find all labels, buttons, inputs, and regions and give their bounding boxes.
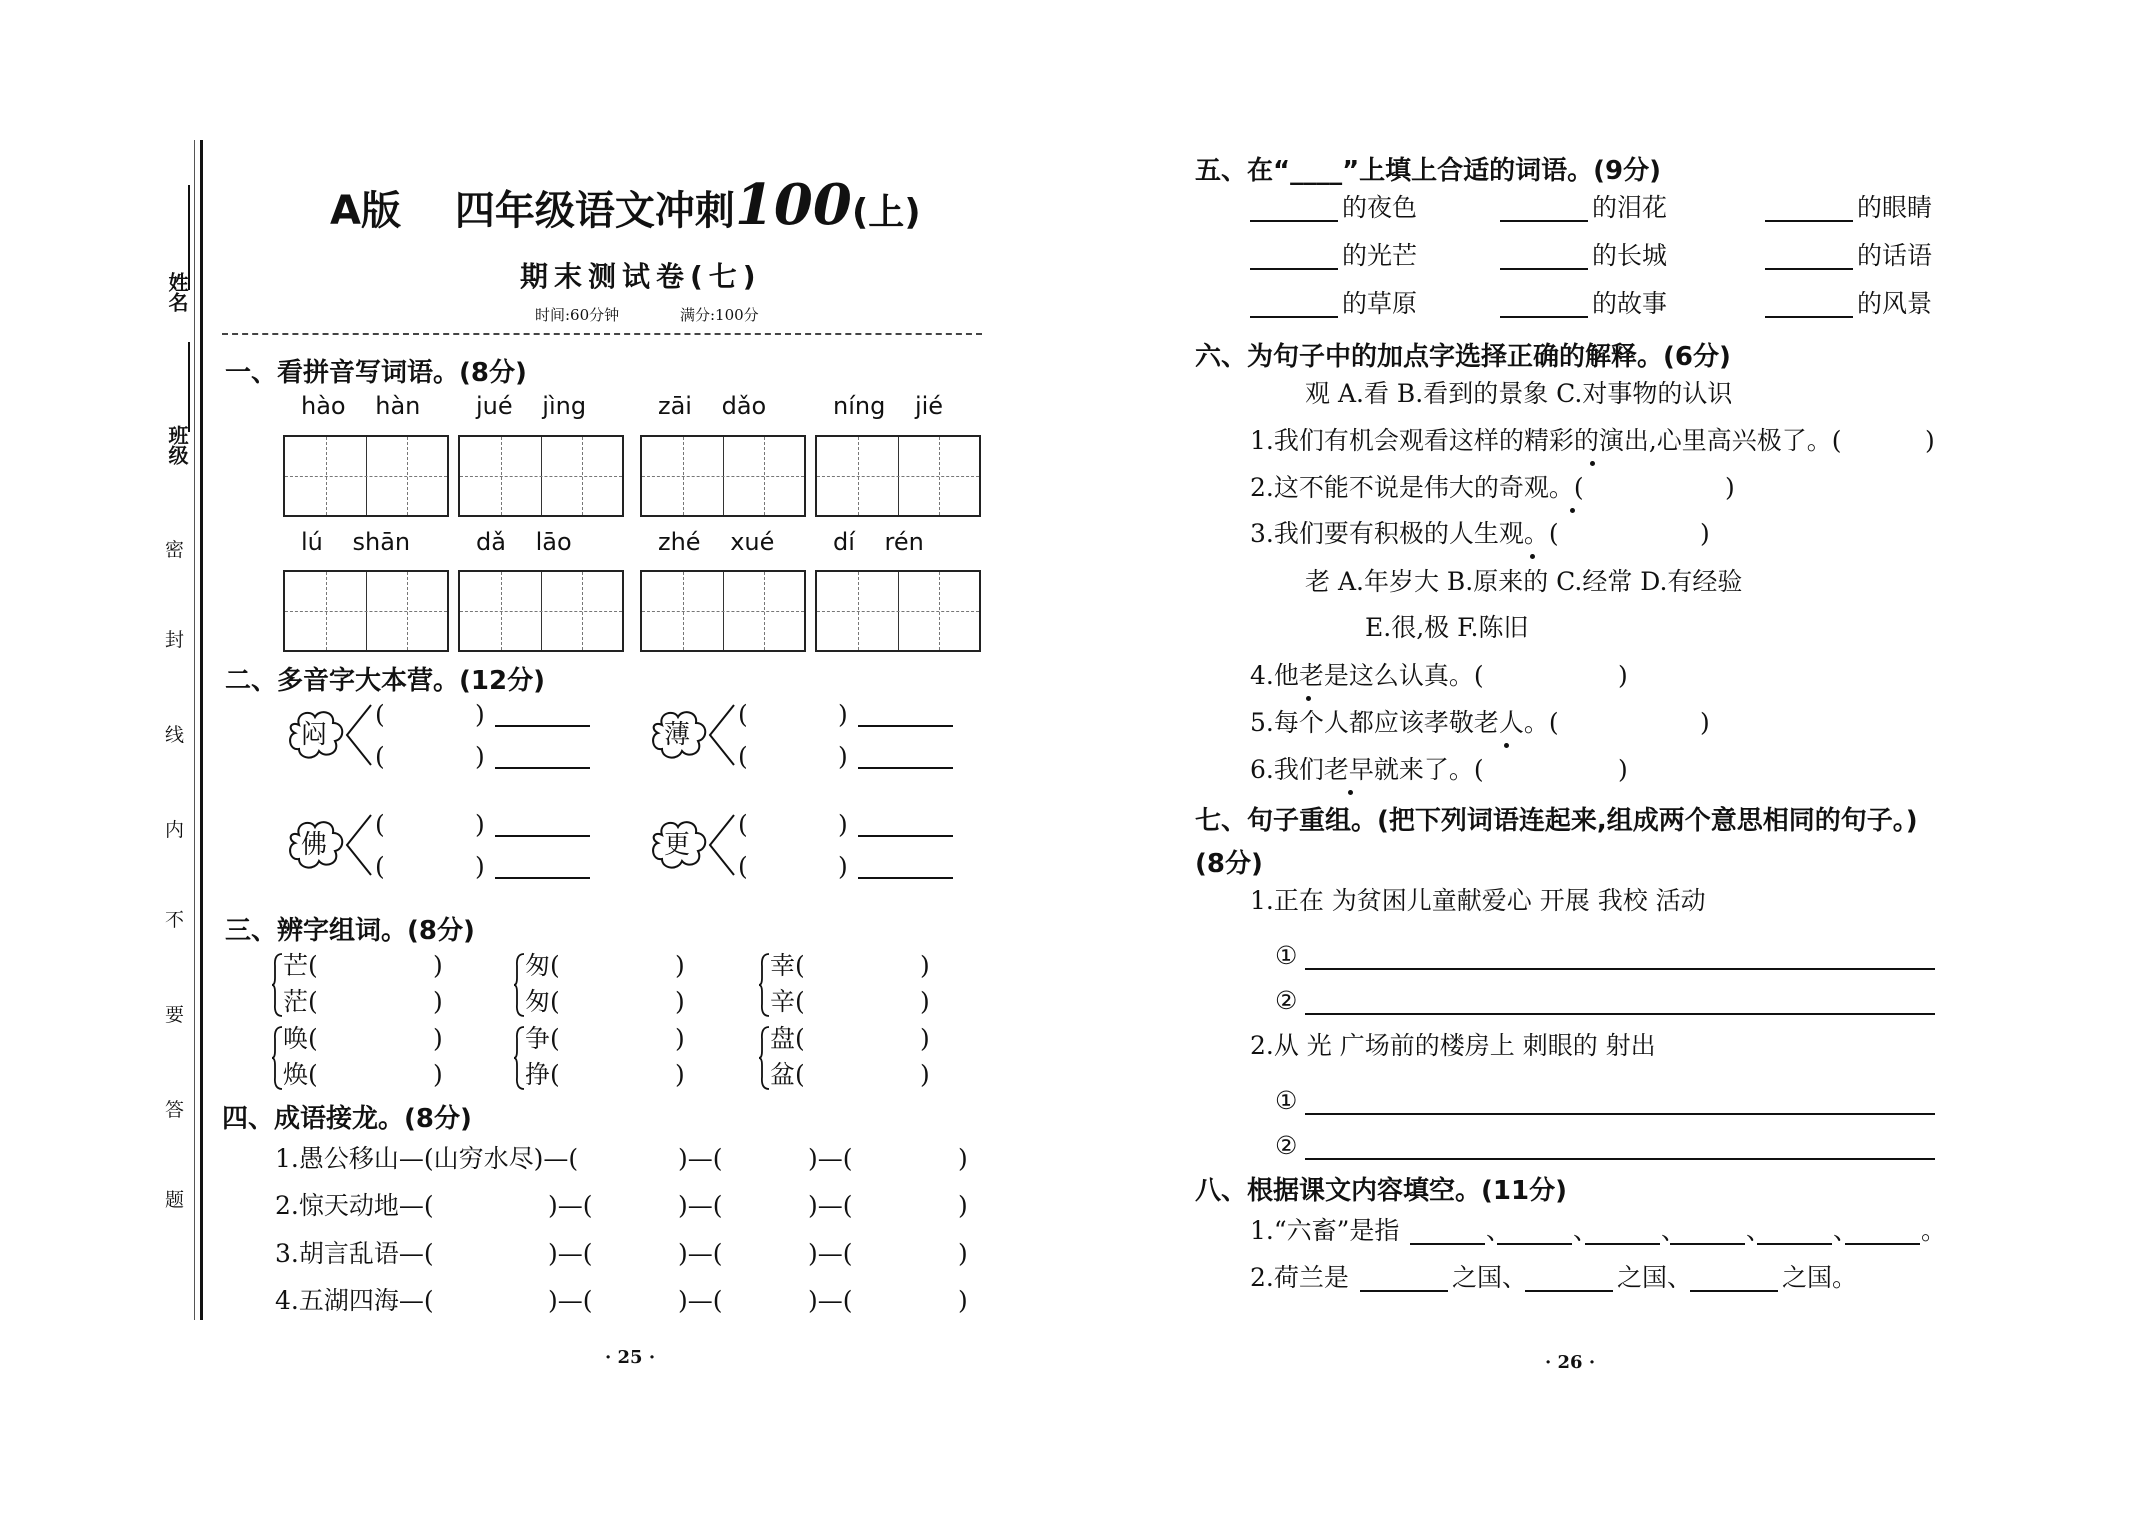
- pinyin-text: jué jìng: [476, 392, 587, 420]
- paren-close: ): [433, 1024, 443, 1053]
- pair-char: 芒(: [283, 951, 318, 980]
- suffix: 之国。: [1782, 1263, 1858, 1292]
- separator: 、: [1573, 1216, 1599, 1245]
- polyphone-char: 闷: [301, 720, 328, 750]
- paren-close: ): [1618, 755, 1628, 784]
- paren-close: ): [475, 742, 485, 771]
- answer-line[interactable]: [1305, 968, 1935, 970]
- paren-close: ): [920, 951, 930, 980]
- section-6-title: 六、为句子中的加点字选择正确的解释。(6分): [1195, 342, 1731, 372]
- idiom-link: )—(: [808, 1144, 853, 1173]
- separator: 、: [1746, 1216, 1772, 1245]
- paren-close: ): [1700, 519, 1710, 548]
- paren-open: (: [375, 810, 385, 839]
- seal-char: 答: [165, 1099, 185, 1121]
- answer-line[interactable]: [495, 725, 590, 727]
- paren-close: ): [433, 951, 443, 980]
- paren-close: ): [675, 1024, 685, 1053]
- emphasis-dot: [1570, 508, 1575, 513]
- section-1-title: 一、看拼音写词语。(8分): [225, 358, 527, 388]
- answer-line[interactable]: [1500, 316, 1588, 318]
- subtitle: 期末测试卷(七): [520, 260, 762, 293]
- question: 3.我们要有积极的人生观。(: [1250, 519, 1559, 548]
- seal-char: 题: [165, 1189, 185, 1211]
- section-8-title: 八、根据课文内容填空。(11分): [1195, 1176, 1567, 1206]
- pair-char: 挣(: [525, 1060, 560, 1089]
- emphasis-dot: [1530, 554, 1535, 559]
- answer-line[interactable]: [1305, 1113, 1935, 1115]
- guide-h: [642, 476, 804, 477]
- brace-icon: [758, 952, 770, 1018]
- polyphone-char: 薄: [664, 720, 691, 750]
- pinyin-text: zhé xué: [658, 528, 775, 556]
- phrase-suffix: 的风景: [1857, 289, 1933, 318]
- title-main: 四年级语文冲刺: [454, 188, 735, 234]
- answer-line[interactable]: [858, 877, 953, 879]
- pair-char: 辛(: [770, 987, 805, 1016]
- writing-box[interactable]: [458, 435, 624, 517]
- paren-close: ): [958, 1144, 968, 1173]
- bracket-icon: [343, 813, 373, 877]
- seal-char: 线: [165, 724, 185, 746]
- writing-box[interactable]: [815, 570, 981, 652]
- answer-line[interactable]: [1500, 268, 1588, 270]
- paren-close: ): [958, 1191, 968, 1220]
- idiom-link: )—(: [808, 1286, 853, 1315]
- paren-close: ): [920, 1060, 930, 1089]
- binding-line-thin: [194, 140, 195, 1320]
- page-number-right: · 26 ·: [1545, 1352, 1596, 1373]
- writing-box[interactable]: [640, 570, 806, 652]
- section-4-title: 四、成语接龙。(8分): [222, 1104, 472, 1134]
- emphasis-dot: [1590, 461, 1595, 466]
- writing-box[interactable]: [640, 435, 806, 517]
- idiom-link: )—(: [808, 1239, 853, 1268]
- brace-icon: [513, 952, 525, 1018]
- answer-line[interactable]: [1360, 1290, 1448, 1292]
- paren-close: ): [475, 700, 485, 729]
- answer-line[interactable]: [1670, 1243, 1745, 1245]
- guide-h: [642, 611, 804, 612]
- answer-line[interactable]: [495, 767, 590, 769]
- phrase-suffix: 的草原: [1342, 289, 1418, 318]
- question: 2.荷兰是: [1250, 1263, 1349, 1292]
- idiom-start: 4.五湖四海—(: [275, 1286, 434, 1315]
- pair-char: 盘(: [770, 1024, 805, 1053]
- question: 6.我们老早就来了。(: [1250, 755, 1484, 784]
- paren-close: ): [958, 1286, 968, 1315]
- paren-close: ): [838, 700, 848, 729]
- answer-line[interactable]: [1525, 1290, 1613, 1292]
- answer-line[interactable]: [1757, 1243, 1832, 1245]
- circle-number: ①: [1275, 941, 1298, 970]
- idiom-link: )—(: [548, 1239, 593, 1268]
- seal-char: 封: [165, 629, 185, 651]
- bracket-icon: [706, 813, 736, 877]
- pair-char: 茫(: [283, 987, 318, 1016]
- reorder-words: 2.从 光 广场前的楼房上 刺眼的 射出: [1250, 1031, 1656, 1060]
- pair-char: 幸(: [770, 951, 805, 980]
- separator: 、: [1661, 1216, 1687, 1245]
- seal-char: 密: [165, 539, 185, 561]
- emphasis-dot: [1504, 743, 1509, 748]
- question: 1.我们有机会观看这样的精彩的演出,心里高兴极了。(: [1250, 426, 1842, 455]
- idiom-start: 2.惊天动地—(: [275, 1191, 434, 1220]
- full-score: 满分:100分: [680, 306, 759, 324]
- guide-h: [285, 476, 447, 477]
- answer-line[interactable]: [1765, 268, 1853, 270]
- answer-line[interactable]: [858, 767, 953, 769]
- binding-line-thick: [200, 140, 203, 1320]
- time-limit: 时间:60分钟: [535, 306, 620, 324]
- class-underline: [188, 342, 190, 432]
- class-label: 班级: [165, 425, 189, 465]
- circle-number: ②: [1275, 1131, 1298, 1160]
- pair-char: 唤(: [283, 1024, 318, 1053]
- pinyin-text: zāi dǎo: [658, 392, 767, 420]
- brace-icon: [513, 1025, 525, 1091]
- answer-line[interactable]: [1497, 1243, 1572, 1245]
- paren-close: ): [675, 987, 685, 1016]
- answer-line[interactable]: [1765, 316, 1853, 318]
- idiom-start: 3.胡言乱语—(: [275, 1239, 434, 1268]
- paren-close: ): [675, 951, 685, 980]
- paren-close: ): [475, 810, 485, 839]
- section-7-score: (8分): [1195, 849, 1263, 879]
- guide-h: [460, 611, 622, 612]
- paren-open: (: [375, 700, 385, 729]
- idiom-start: 1.愚公移山—(山穷水尽)—(: [275, 1144, 579, 1173]
- pair-char: 盆(: [770, 1060, 805, 1089]
- paren-close: ): [433, 1060, 443, 1089]
- paren-close: ): [675, 1060, 685, 1089]
- phrase-suffix: 的眼睛: [1857, 193, 1933, 222]
- paren-close: ): [920, 1024, 930, 1053]
- lao-options-2: E.很,极 F.陈旧: [1365, 613, 1529, 642]
- answer-line[interactable]: [495, 835, 590, 837]
- idiom-link: )—(: [548, 1191, 593, 1220]
- title-suffix: (上): [851, 192, 921, 233]
- paren-close: ): [838, 742, 848, 771]
- pair-char: 焕(: [283, 1060, 318, 1089]
- pair-char: 匆(: [525, 951, 560, 980]
- paren-close: ): [1700, 708, 1710, 737]
- answer-line[interactable]: [1250, 316, 1338, 318]
- question: 5.每个人都应该孝敬老人。(: [1250, 708, 1559, 737]
- emphasis-dot: [1306, 696, 1311, 701]
- answer-line[interactable]: [1250, 268, 1338, 270]
- paren-close: ): [1618, 661, 1628, 690]
- phrase-suffix: 的长城: [1592, 241, 1668, 270]
- answer-line[interactable]: [1845, 1243, 1920, 1245]
- brace-icon: [271, 1025, 283, 1091]
- writing-box[interactable]: [815, 435, 981, 517]
- answer-line[interactable]: [1690, 1290, 1778, 1292]
- polyphone-char: 更: [664, 830, 691, 860]
- reorder-words: 1.正在 为贫困儿童献爱心 开展 我校 活动: [1250, 886, 1706, 915]
- header-divider: [222, 333, 982, 335]
- circle-number: ②: [1275, 986, 1298, 1015]
- guide-h: [817, 611, 979, 612]
- idiom-link: )—(: [678, 1286, 723, 1315]
- suffix: 之国、: [1617, 1263, 1693, 1292]
- writing-box[interactable]: [458, 570, 624, 652]
- guan-options: 观 A.看 B.看到的景象 C.对事物的认识: [1305, 379, 1733, 408]
- paren-open: (: [375, 852, 385, 881]
- paren-open: (: [738, 742, 748, 771]
- paren-close: ): [1925, 426, 1935, 455]
- suffix: 之国、: [1452, 1263, 1528, 1292]
- idiom-link: )—(: [678, 1144, 723, 1173]
- brace-icon: [271, 952, 283, 1018]
- idiom-link: )—(: [808, 1191, 853, 1220]
- answer-line[interactable]: [1250, 220, 1338, 222]
- answer-line[interactable]: [1500, 220, 1588, 222]
- seal-char: 要: [165, 1004, 185, 1026]
- phrase-suffix: 的泪花: [1592, 193, 1668, 222]
- paren-close: ): [475, 852, 485, 881]
- seal-char: 内: [165, 819, 185, 841]
- paren-close: ): [838, 810, 848, 839]
- seal-char: 不: [165, 909, 185, 931]
- paren-close: ): [920, 987, 930, 1016]
- phrase-suffix: 的光芒: [1342, 241, 1418, 270]
- answer-line[interactable]: [1585, 1243, 1660, 1245]
- pair-char: 争(: [525, 1024, 560, 1053]
- paren-close: ): [433, 987, 443, 1016]
- answer-line[interactable]: [858, 835, 953, 837]
- circle-number: ①: [1275, 1086, 1298, 1115]
- idiom-link: )—(: [678, 1191, 723, 1220]
- question: 4.他老是这么认真。(: [1250, 661, 1484, 690]
- answer-line[interactable]: [1765, 220, 1853, 222]
- idiom-link: )—(: [678, 1239, 723, 1268]
- paren-close: ): [1725, 473, 1735, 502]
- separator: 、: [1486, 1216, 1512, 1245]
- question: 1.“六畜”是指: [1250, 1216, 1400, 1245]
- name-label: 姓名: [165, 272, 189, 312]
- pair-char: 匆(: [525, 987, 560, 1016]
- paren-close: ): [958, 1239, 968, 1268]
- phrase-suffix: 的夜色: [1342, 193, 1418, 222]
- answer-line[interactable]: [495, 877, 590, 879]
- paren-open: (: [738, 700, 748, 729]
- pinyin-text: lú shān: [301, 528, 411, 556]
- bracket-icon: [343, 703, 373, 767]
- section-7-title: 七、句子重组。(把下列词语连起来,组成两个意思相同的句子。): [1195, 806, 1918, 836]
- guide-h: [460, 476, 622, 477]
- idiom-link: )—(: [548, 1286, 593, 1315]
- title-prefix: A版: [330, 188, 401, 234]
- separator: 。: [1921, 1216, 1947, 1245]
- pinyin-text: hào hàn: [301, 392, 421, 420]
- pinyin-text: dǎ lāo: [476, 528, 572, 556]
- answer-line[interactable]: [1305, 1158, 1935, 1160]
- guide-h: [817, 476, 979, 477]
- pinyin-text: níng jié: [833, 392, 944, 420]
- answer-line[interactable]: [1305, 1013, 1935, 1015]
- lao-options: 老 A.年岁大 B.原来的 C.经常 D.有经验: [1305, 567, 1743, 596]
- brace-icon: [758, 1025, 770, 1091]
- phrase-suffix: 的故事: [1592, 289, 1668, 318]
- section-5-title: 五、在“____”上填上合适的词语。(9分): [1195, 156, 1662, 186]
- bracket-icon: [706, 703, 736, 767]
- separator: 、: [1833, 1216, 1859, 1245]
- polyphone-char: 佛: [301, 830, 328, 860]
- emphasis-dot: [1348, 790, 1353, 795]
- paren-open: (: [738, 810, 748, 839]
- paren-open: (: [738, 852, 748, 881]
- pinyin-text: dí rén: [833, 528, 924, 556]
- writing-box[interactable]: [283, 435, 449, 517]
- section-2-title: 二、多音字大本营。(12分): [225, 666, 545, 696]
- paren-open: (: [375, 742, 385, 771]
- section-3-title: 三、辨字组词。(8分): [225, 916, 475, 946]
- answer-line[interactable]: [858, 725, 953, 727]
- paren-close: ): [838, 852, 848, 881]
- page-number-left: · 25 ·: [605, 1347, 656, 1368]
- title-number: 100: [734, 172, 852, 238]
- guide-h: [285, 611, 447, 612]
- page-title: [330, 172, 921, 238]
- writing-box[interactable]: [283, 570, 449, 652]
- question: 2.这不能不说是伟大的奇观。(: [1250, 473, 1584, 502]
- answer-line[interactable]: [1410, 1243, 1485, 1245]
- phrase-suffix: 的话语: [1857, 241, 1933, 270]
